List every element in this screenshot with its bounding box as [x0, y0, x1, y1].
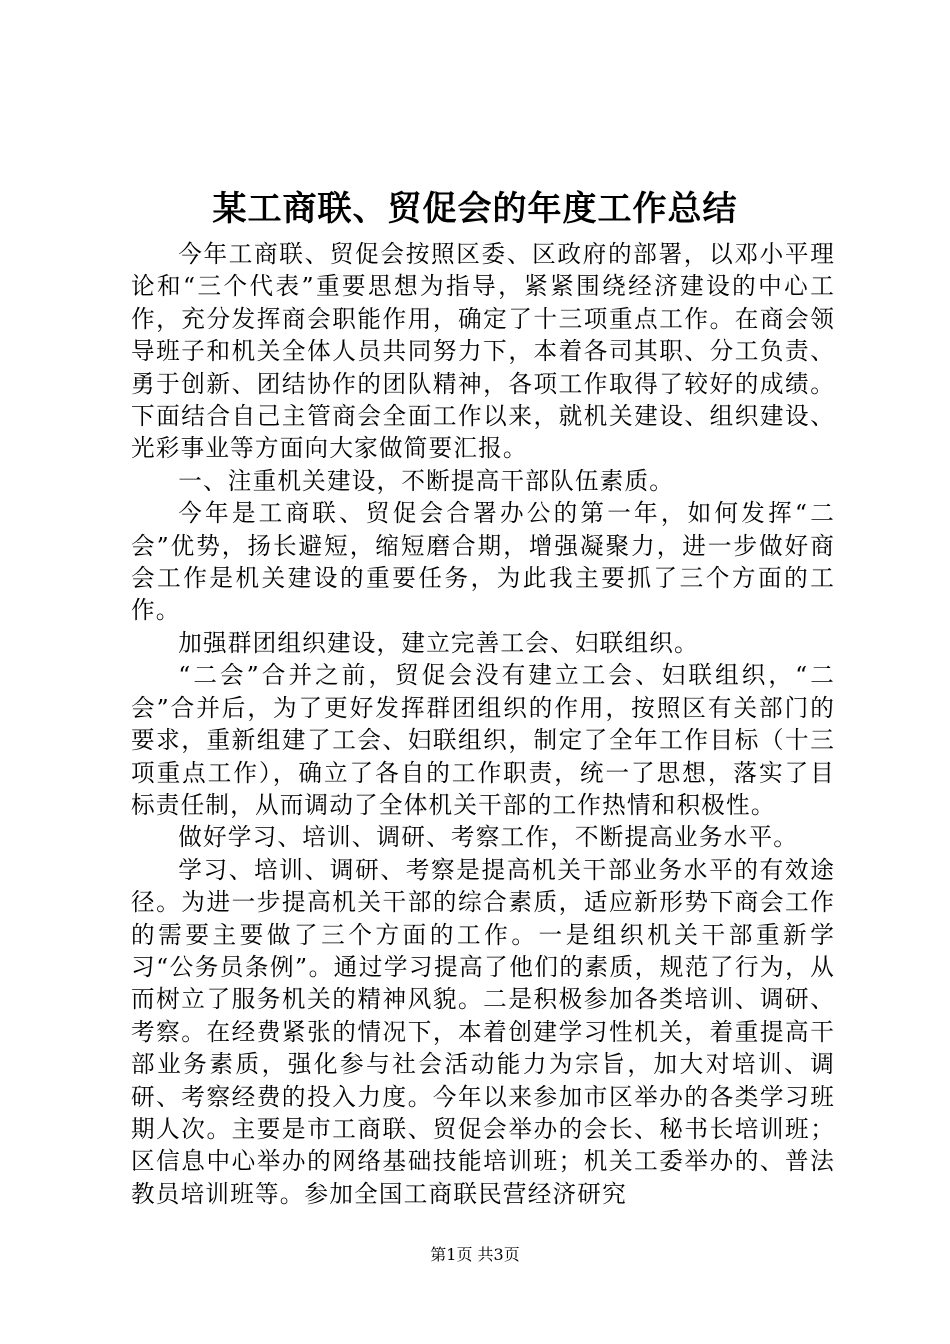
paragraph-section-1: 今年是工商联、贸促会合署办公的第一年，如何发挥“二会”优势，扬长避短，缩短磨合期，增强凝聚力，进一步做好商会工作是机关建设的重要任务，为此我主要抓了三个方面的工作。	[131, 499, 835, 625]
paragraph-study-training: 学习、培训、调研、考察是提高机关干部业务水平的有效途径。为进一步提高机关干部的综合素质，适应新形势下商会工作的需要主要做了三个方面的工作。一是组织机关干部重新学习“公务员条例”。通过学习提高了他们的素质，规范了行为，从而树立了服务机关的精神风貌。二是积极参加各类培训、调研、考察。在经费紧张的情况下，本着创建学习性机关，着重提高干部业务素质，强化参与社会活动能力为宗旨，加大对培训、调研、考察经费的投入力度。今年以来参加市区举办的各类学习班期人次。主要是市工商联、贸促会举办的会长、秘书长培训班；区信息中心举办的网络基础技能培训班；机关工委举办的、普法教员培训班等。参加全国工商联民营经济研究	[131, 855, 835, 1208]
document-body	[131, 238, 835, 1210]
document-title: 某工商联、贸促会的年度工作总结	[212, 189, 738, 229]
subheading-study-training: 做好学习、培训、调研、考察工作，不断提高业务水平。	[178, 823, 799, 852]
paragraph-intro: 今年工商联、贸促会按照区委、区政府的部署，以邓小平理论和“三个代表”重要思想为指导，紧紧围绕经济建设的中心工作，充分发挥商会职能作用，确定了十三项重点工作。在商会领导班子和机关全体人员共同努力下，本着各司其职、分工负责、勇于创新、团结协作的团队精神，各项工作取得了较好的成绩。下面结合自己主管商会全面工作以来，就机关建设、组织建设、光彩事业等方面向大家做简要汇报。	[131, 240, 835, 463]
paragraph-group-organization: “二会”合并之前，贸促会没有建立工会、妇联组织，“二会”合并后，为了更好发挥群团组织的作用，按照区有关部门的要求，重新组建了工会、妇联组织，制定了全年工作目标（十三项重点工作），确立了各自的工作职责，统一了思想，落实了目标责任制，从而调动了全体机关干部的工作热情和积极性。	[131, 661, 835, 819]
subheading-group-organization: 加强群团组织建设，建立完善工会、妇联组织。	[178, 628, 699, 657]
page-footer: 第1页 共3页	[430, 1245, 520, 1264]
section-heading-1: 一、注重机关建设，不断提高干部队伍素质。	[178, 466, 675, 495]
